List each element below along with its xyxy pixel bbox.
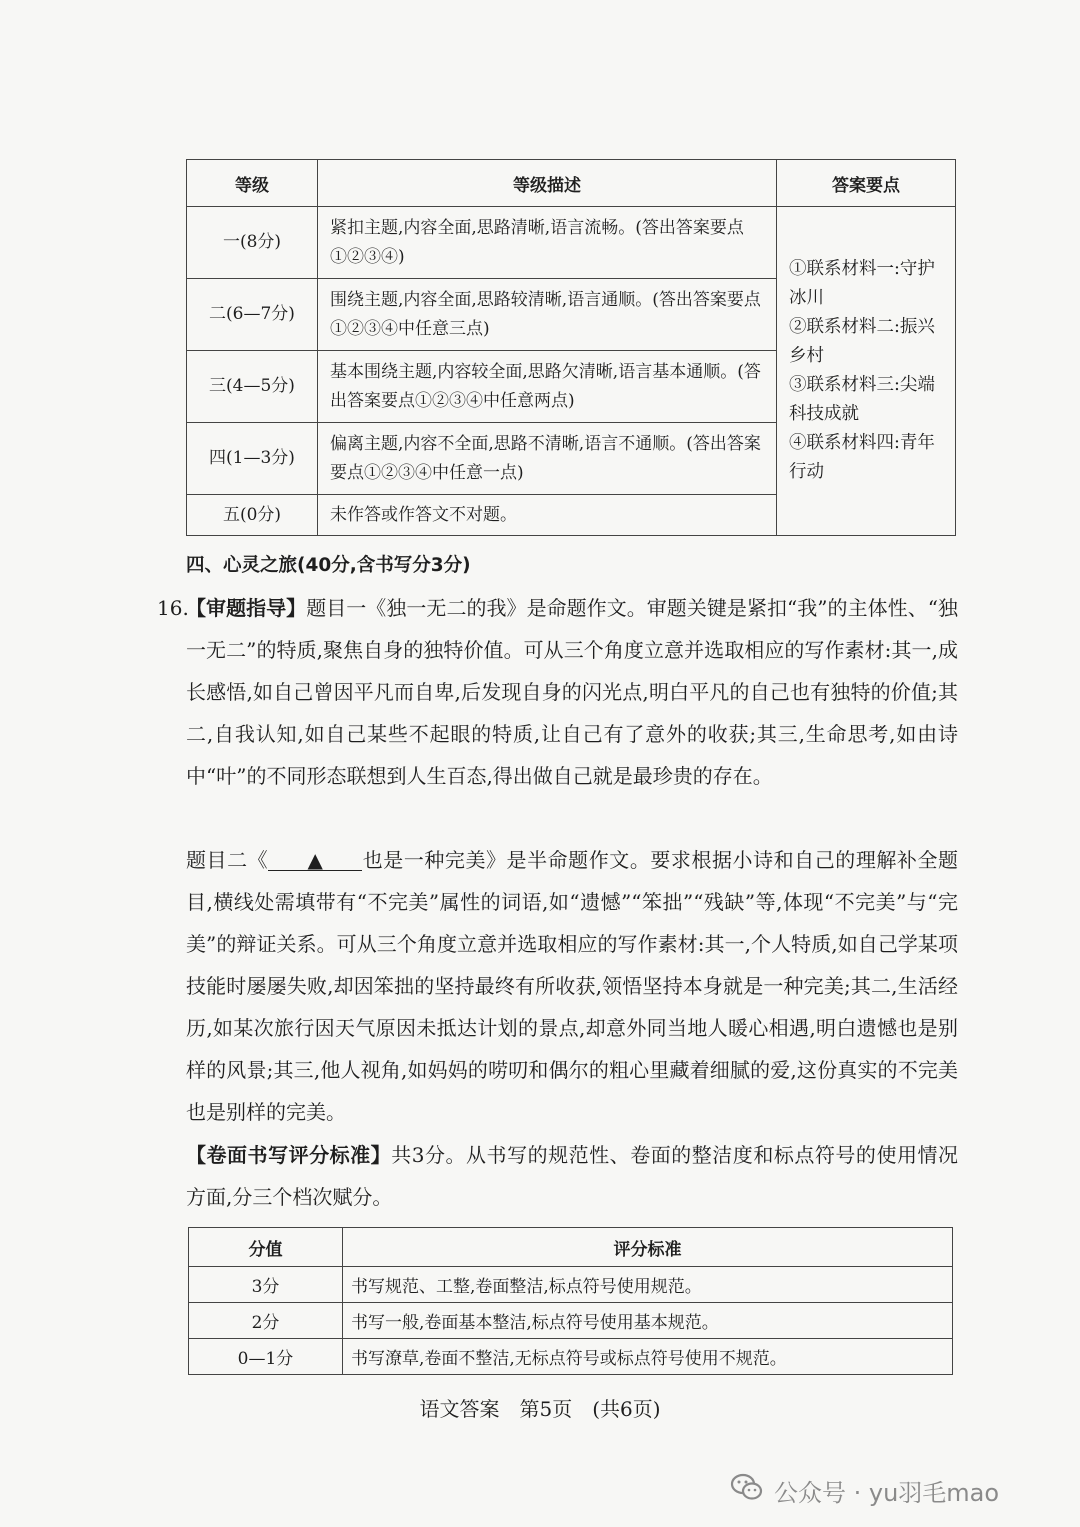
section-title: 四、心灵之旅(40分,含书写分3分) (186, 555, 471, 576)
key-point: ①联系材料一:守护冰川 (789, 259, 935, 308)
fill-blank (268, 850, 362, 871)
grade-description: 未作答或作答文不对题。 (318, 495, 777, 536)
score-value: 3分 (189, 1267, 343, 1303)
triangle-mark: ▲ (307, 848, 323, 872)
paragraph-2 (186, 839, 958, 1133)
score-value: 2分 (189, 1303, 343, 1339)
paragraph-2-rest: 也是一种完美》是半命题作文。要求根据小诗和自己的理解补全题目,横线处需填带有“不完美”属性的词语,如“遗憾”“笨拙”“残缺”等,体现“不完美”与“完美”的辩证关系。可从三个角度立意并选取相应的写作素材:其一,个人特质,如自己学某项技能时屡屡失败,却因笨拙的坚持最终有所收获,领悟坚持本身就是一种完美;其二,生活经历,如某次旅行因天气原因未抵达计划的景点,却意外同当地人暖心相遇,明白遗憾也是别样的风景;其三,他人视角,如妈妈的唠叨和偶尔的粗心里藏着细腻的爱,这份真实的不完美也是别样的完美。 (186, 848, 959, 1124)
key-point: ④联系材料四:青年行动 (789, 433, 935, 482)
table-row (187, 207, 956, 279)
watermark (730, 1470, 999, 1510)
grade-description: 围绕主题,内容全面,思路较清晰,语言通顺。(答出答案要点①②③④中任意三点) (318, 279, 777, 351)
header-description: 等级描述 (318, 160, 777, 207)
header-key-points: 答案要点 (777, 160, 956, 207)
page-footer: 语文答案 第5页 (共6页) (419, 1397, 661, 1421)
header-value: 分值 (189, 1228, 343, 1267)
score-criteria: 书写规范、工整,卷面整洁,标点符号使用规范。 (343, 1267, 953, 1303)
grade-level: 三(4—5分) (187, 351, 318, 423)
watermark-text: 公众号 · yu羽毛mao (774, 1478, 1000, 1507)
wechat-icon (730, 1472, 764, 1508)
paragraph-1: 题目一《独一无二的我》是命题作文。审题关键是紧扣“我”的主体性、“独一无二”的特质,聚焦自身的独特价值。可从三个角度立意并选取相应的写作素材:其一,成长感悟,如自己曾因平凡而自卑,后发现自身的闪光点,明白平凡的自己也有独特的价值;其二,自我认知,如自己某些不起眼的特质,让自己有了意外的收获;其三,生命思考,如由诗中“叶”的不同形态联想到人生百态,得出做自己就是最珍贵的存在。 (186, 596, 958, 788)
score-table-header (189, 1228, 953, 1267)
paragraph-3: 共3分。从书写的规范性、卷面的整洁度和标点符号的使用情况方面,分三个档次赋分。 (186, 1143, 959, 1209)
grade-level: 五(0分) (187, 495, 318, 536)
table-row (189, 1303, 953, 1339)
guidance-tag: 【审题指导】 (186, 596, 307, 620)
grade-level: 二(6—7分) (187, 279, 318, 351)
key-point: ②联系材料二:振兴乡村 (789, 317, 935, 366)
header-criteria: 评分标准 (343, 1228, 953, 1267)
score-value: 0—1分 (189, 1339, 343, 1375)
question-number: 16. (157, 596, 189, 620)
key-point: ③联系材料三:尖端科技成就 (789, 375, 935, 424)
score-criteria: 书写潦草,卷面不整洁,无标点符号或标点符号使用不规范。 (343, 1339, 953, 1375)
grade-level: 四(1—3分) (187, 423, 318, 495)
table-row (189, 1339, 953, 1375)
writing-standard (186, 1134, 958, 1218)
grade-table (186, 159, 956, 536)
question-16-guidance (157, 587, 958, 797)
grade-description: 紧扣主题,内容全面,思路清晰,语言流畅。(答出答案要点①②③④) (318, 207, 777, 279)
grade-description: 偏离主题,内容不全面,思路不清晰,语言不通顺。(答出答案要点①②③④中任意一点) (318, 423, 777, 495)
header-level: 等级 (187, 160, 318, 207)
score-criteria: 书写一般,卷面基本整洁,标点符号使用基本规范。 (343, 1303, 953, 1339)
grade-level: 一(8分) (187, 207, 318, 279)
table-row (189, 1267, 953, 1303)
writing-tag: 【卷面书写评分标准】 (186, 1143, 392, 1167)
score-table (188, 1227, 953, 1375)
paragraph-2-start: 题目二《 (186, 848, 269, 872)
key-points-cell (777, 207, 956, 536)
grade-table-header (187, 160, 956, 207)
grade-description: 基本围绕主题,内容较全面,思路欠清晰,语言基本通顺。(答出答案要点①②③④中任意两点) (318, 351, 777, 423)
